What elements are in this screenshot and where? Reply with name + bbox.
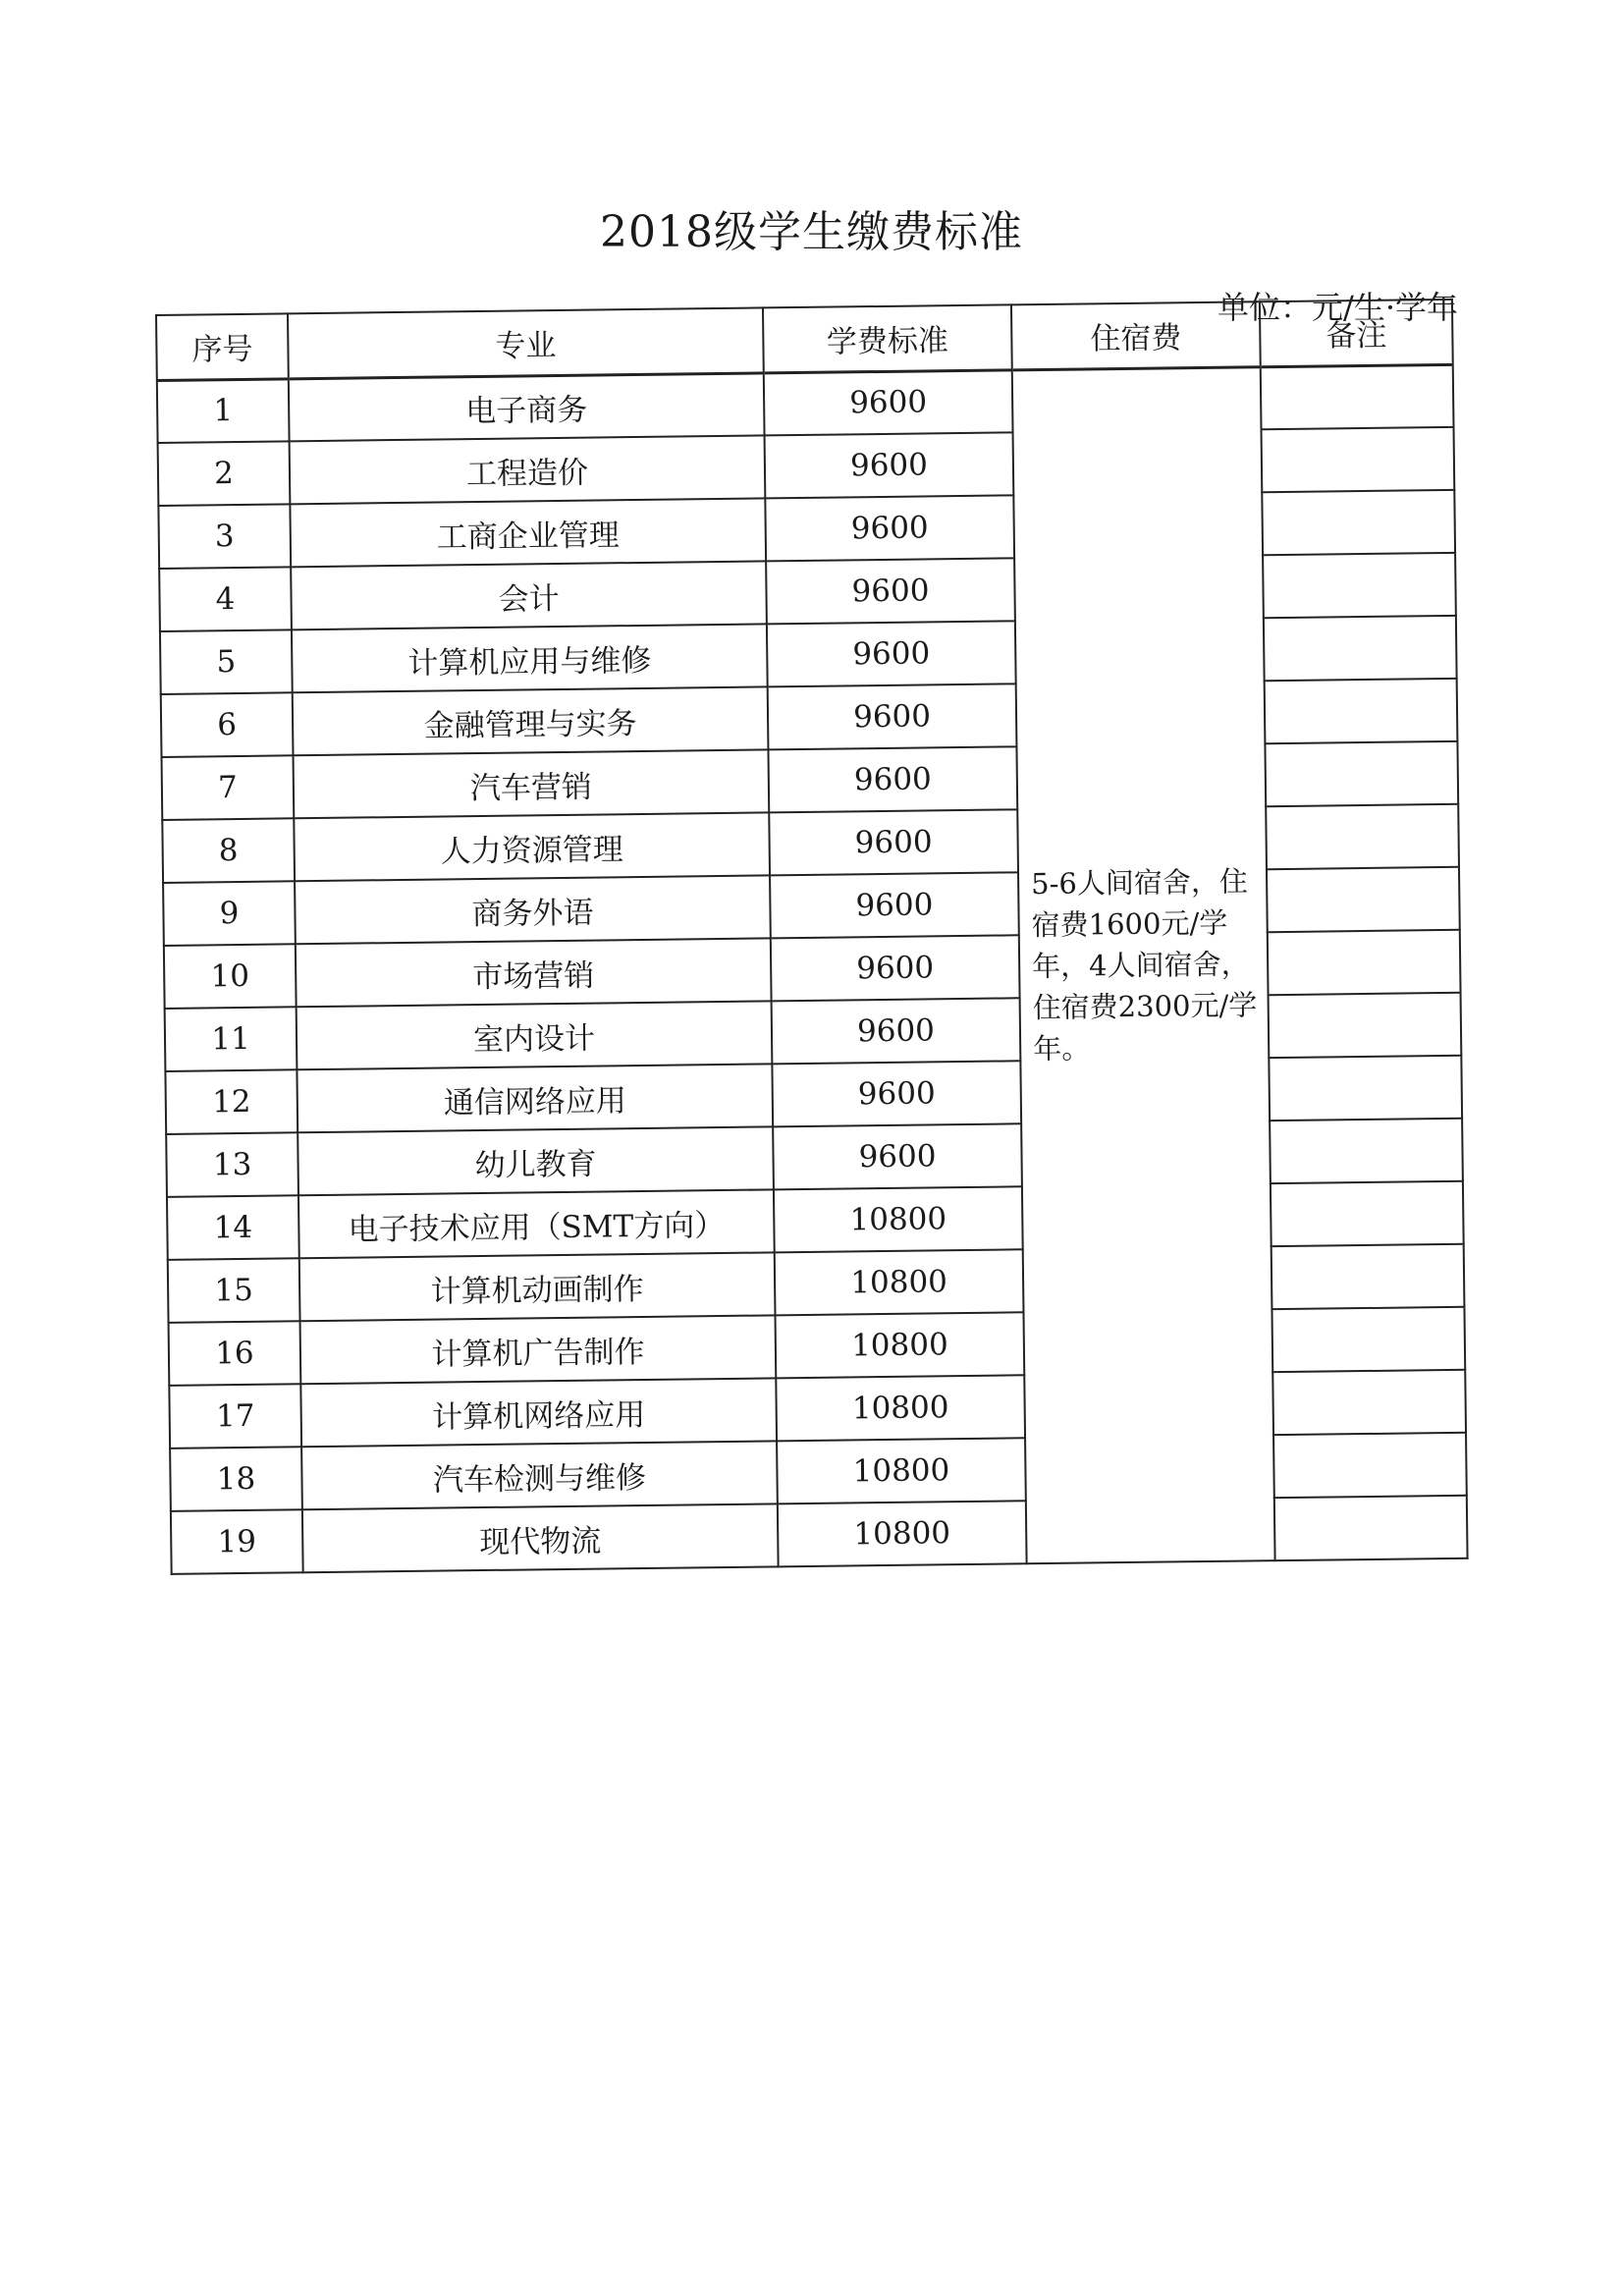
header-dorm-fee: 住宿费: [1011, 301, 1261, 369]
tuition-value: 9600: [768, 746, 1017, 812]
tuition-value: 10800: [777, 1438, 1026, 1503]
major-name: 通信网络应用: [297, 1064, 773, 1132]
tuition-value: 9600: [772, 998, 1021, 1064]
tuition-value: 9600: [771, 935, 1020, 1001]
remarks-cell: [1262, 490, 1455, 555]
major-name: 电子技术应用（SMT方向）: [298, 1189, 775, 1258]
header-remarks: 备注: [1260, 300, 1453, 366]
major-name: 汽车检测与维修: [301, 1441, 778, 1509]
tuition-value: 10800: [776, 1312, 1025, 1378]
unit-label: 单位：元/生·学年: [1217, 289, 1458, 326]
row-number: 12: [165, 1069, 298, 1134]
major-name: 金融管理与实务: [293, 686, 769, 755]
major-name: 工程造价: [290, 435, 766, 504]
major-name: 会计: [291, 561, 767, 629]
row-number: 17: [169, 1384, 301, 1449]
remarks-cell: [1269, 1056, 1462, 1121]
tuition-value: 9600: [767, 621, 1016, 686]
remarks-cell: [1265, 679, 1458, 743]
remarks-cell: [1270, 1119, 1463, 1183]
remarks-cell: [1265, 741, 1458, 806]
major-name: 市场营销: [296, 938, 772, 1007]
header-major: 专业: [288, 307, 764, 378]
fee-sheet: [155, 299, 1469, 1575]
table-body: [157, 364, 1468, 1574]
major-name: 商务外语: [295, 875, 771, 944]
row-number: 2: [158, 441, 291, 506]
remarks-cell: [1266, 804, 1459, 869]
tuition-value: 10800: [774, 1186, 1023, 1252]
row-number: 11: [165, 1007, 298, 1071]
major-name: 幼儿教育: [298, 1126, 774, 1195]
remarks-cell: [1264, 616, 1457, 681]
header-tuition: 学费标准: [763, 304, 1012, 372]
remarks-cell: [1263, 553, 1456, 618]
tuition-value: 9600: [765, 495, 1014, 561]
row-number: 14: [167, 1195, 299, 1260]
row-number: 19: [171, 1509, 303, 1574]
major-name: 工商企业管理: [290, 498, 766, 567]
header-no: 序号: [156, 313, 289, 380]
row-number: 10: [164, 944, 297, 1009]
tuition-value: 10800: [778, 1501, 1027, 1566]
row-number: 9: [163, 881, 296, 946]
row-number: 18: [170, 1447, 302, 1511]
major-name: 计算机广告制作: [300, 1315, 777, 1384]
remarks-cell: [1261, 364, 1454, 429]
remarks-cell: [1268, 930, 1461, 995]
tuition-value: 9600: [766, 558, 1015, 624]
row-number: 3: [158, 504, 291, 569]
row-number: 15: [168, 1258, 300, 1323]
row-number: 7: [162, 755, 295, 820]
tuition-value: 9600: [768, 683, 1017, 749]
dorm-fee-note: 5-6人间宿舍，住宿费1600元/学年，4人间宿舍，住宿费2300元/学年。: [1012, 366, 1275, 1563]
major-name: 现代物流: [302, 1503, 779, 1572]
remarks-cell: [1274, 1496, 1468, 1560]
major-name: 人力资源管理: [294, 812, 770, 881]
remarks-cell: [1272, 1370, 1466, 1435]
remarks-cell: [1271, 1244, 1465, 1309]
tuition-value: 10800: [775, 1249, 1024, 1315]
tuition-value: 10800: [776, 1375, 1025, 1441]
remarks-cell: [1269, 993, 1462, 1058]
row-number: 4: [159, 567, 292, 631]
tuition-value: 9600: [764, 369, 1013, 435]
tuition-value: 9600: [765, 432, 1014, 498]
major-name: 计算机动画制作: [299, 1252, 776, 1321]
major-name: 汽车营销: [293, 749, 769, 818]
fee-table: [155, 299, 1469, 1575]
major-name: 电子商务: [289, 372, 765, 441]
tuition-value: 9600: [769, 809, 1018, 875]
tuition-value: 9600: [772, 1061, 1021, 1126]
remarks-cell: [1267, 867, 1460, 932]
tuition-value: 9600: [770, 872, 1019, 938]
major-name: 计算机应用与维修: [292, 624, 768, 692]
page-title: 2018级学生缴费标准: [600, 207, 1023, 257]
remarks-cell: [1262, 427, 1455, 492]
row-number: 6: [161, 692, 294, 757]
row-number: 16: [169, 1321, 301, 1386]
row-number: 13: [166, 1132, 298, 1197]
row-number: 1: [157, 378, 290, 443]
remarks-cell: [1271, 1307, 1465, 1372]
row-number: 5: [160, 629, 293, 694]
tuition-value: 9600: [773, 1123, 1022, 1189]
row-number: 8: [162, 818, 295, 883]
remarks-cell: [1271, 1181, 1464, 1246]
remarks-cell: [1273, 1433, 1467, 1498]
major-name: 计算机网络应用: [300, 1378, 777, 1447]
major-name: 室内设计: [297, 1001, 773, 1069]
